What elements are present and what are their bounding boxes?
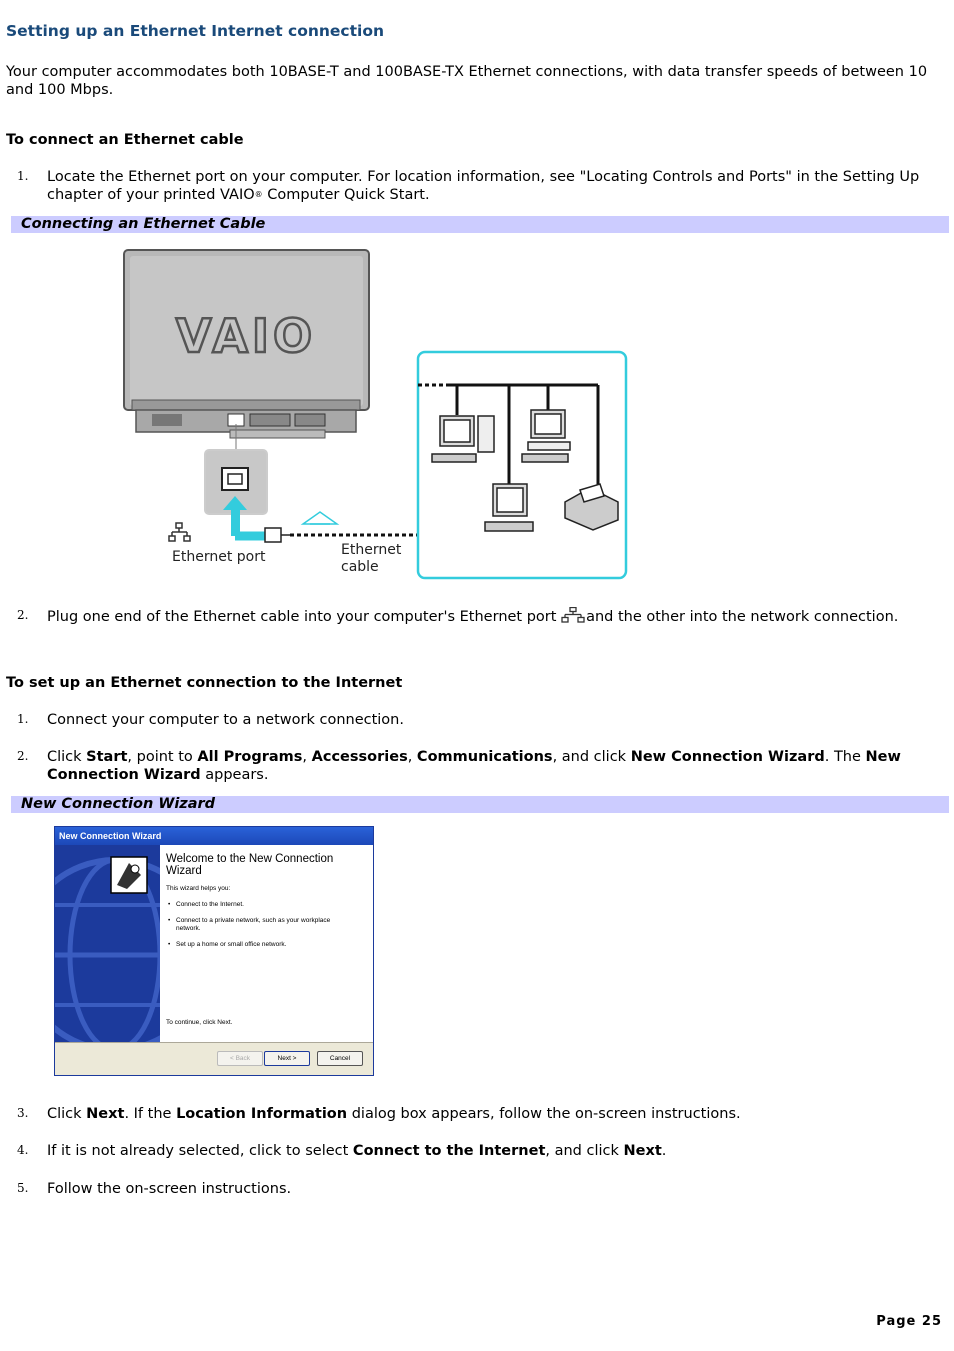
wizard-title-bar: New Connection Wizard [55,827,373,845]
wizard-back-button[interactable]: < Back [217,1051,263,1066]
wizard-side-panel [55,845,160,1042]
wizard-next-button[interactable]: Next > [264,1051,310,1066]
step-text: Follow the on-screen instructions. [47,1181,292,1197]
step-number: 5. [17,1181,29,1195]
list-item: • Connect to a private network, such as your workplace network. [168,917,331,932]
list-item: • Connect to the Internet. [168,901,244,908]
ethernet-cable-label-1: Ethernet [341,542,402,558]
intro-paragraph: Your computer accommodates both 10BASE-T and 100BASE-TX Ethernet connections, with data transfer speeds of between 10 and 100 Mbps. [6,64,928,98]
step-number: 1. [17,712,29,726]
step-text: Plug one end of the Ethernet cable into your computer's Ethernet port and the other into the network connection. [47,609,899,625]
ethernet-port-label: Ethernet port [172,549,266,565]
wizard-footer-text: To continue, click Next. [166,1019,233,1026]
step-text: Locate the Ethernet port on your computer. For location information, see "Locating Controls and Ports" in the Setting Up chapter of your printed VAIO® Computer Quick Start. [47,169,920,203]
step-number: 3. [17,1106,29,1120]
wizard-window [54,826,374,1076]
page-title: Setting up an Ethernet Internet connection [6,22,385,40]
wizard-cancel-button[interactable]: Cancel [317,1051,363,1066]
step-number: 1. [17,169,29,183]
figure-caption-wizard: New Connection Wizard [11,796,949,813]
figure-caption-ethernet: Connecting an Ethernet Cable [11,216,949,233]
step-text: If it is not already selected, click to select Connect to the Internet, and click Next. [47,1143,667,1159]
wizard-content [160,845,373,1042]
section-heading-internet-setup: To set up an Ethernet connection to the Internet [6,675,403,691]
svg-text:VAIO: VAIO [175,309,317,363]
wizard-heading: Welcome to the New Connection Wizard [166,853,334,877]
step-text: Click Next. If the Location Information dialog box appears, follow the on-screen instructions. [47,1106,741,1122]
wizard-bullet-list [166,901,366,949]
section-heading-connect-cable: To connect an Ethernet cable [6,132,244,148]
list-item: • Set up a home or small office network. [168,941,287,948]
ethernet-cable-label-2: cable [341,559,379,575]
step-number: 2. [17,608,29,622]
step-number: 2. [17,749,29,763]
step-text: Connect your computer to a network connection. [47,712,404,728]
network-icon [169,523,190,541]
wizard-body: This wizard helps you: [166,885,231,892]
page-number: Page 25 [876,1314,942,1329]
step-number: 4. [17,1143,29,1157]
laptop-icon [124,250,369,438]
ethernet-cable-illustration [110,240,640,585]
step-text: Click Start, point to All Programs, Accessories, Communications, and click New Connection Wizard. The New Connection Wizard appears. [47,749,901,783]
globe-icon [55,845,160,1042]
network-port-icon [561,607,585,623]
